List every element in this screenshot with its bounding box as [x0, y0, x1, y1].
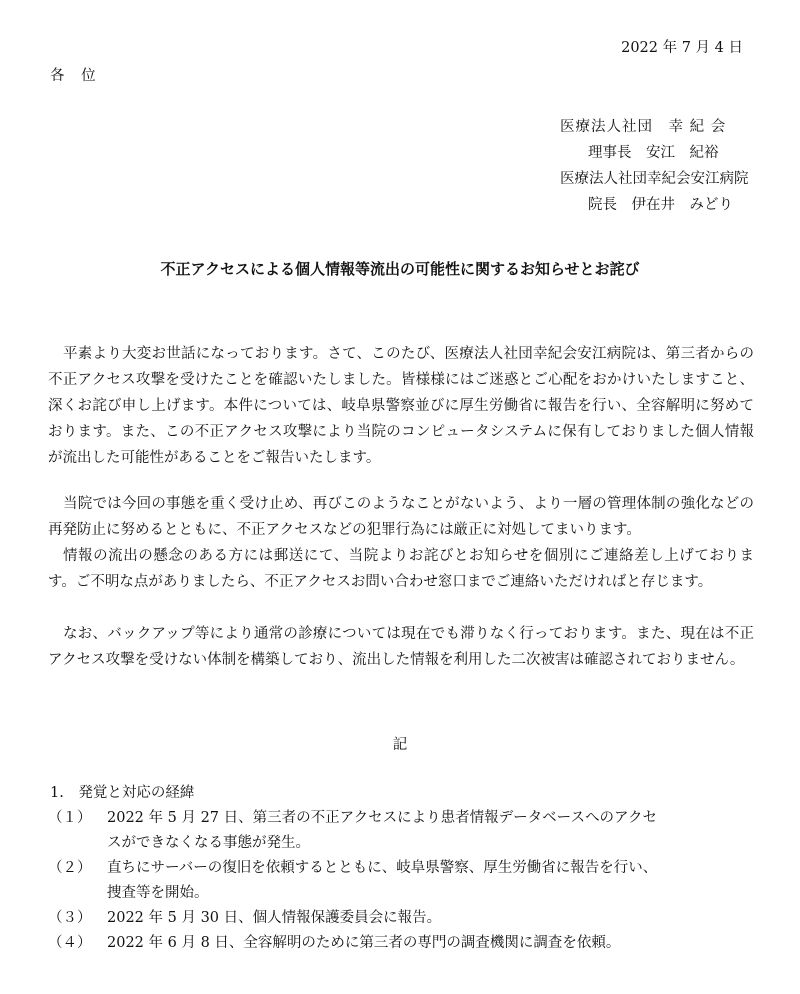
paragraph-incident: 平素より大変お世話になっております。さて、このたび、医療法人社団幸紀会安江病院は、第三者からの不正アクセス攻撃を受けたことを確認いたしました。皆様様にはご迷惑とご心配をおかけいたしますこと、深くお詫び申し上げます。本件については、岐阜県警察並びに厚生労働省に報告を行い、全容解明に努めております。また、この不正アクセス攻撃により当院のコンピュータシステムに保有しておりました個人情報が流出した可能性があることをご報告いたします。 [48, 346, 754, 466]
paragraph-operations: なお、バックアップ等により通常の診療については現在でも滞りなく行っております。また、現在は不正アクセス攻撃を受けない体制を構築しており、流出した情報を利用した二次被害は確認されておりません。 [48, 626, 754, 668]
document-title: 不正アクセスによる個人情報等流出の可能性に関するお知らせとお詫び [160, 260, 640, 278]
paragraph-contact: 情報の流出の懸念のある方には郵送にて、当院よりお詫びとお知らせを個別にご連絡差し上げております。ご不明な点がありましたら、不正アクセスお問い合わせ窓口までご連絡いただければと存じます。 [48, 548, 754, 590]
addressee: 各 位 [50, 68, 102, 84]
list-item-number: （２） [48, 860, 92, 876]
list-item-number: （４） [48, 935, 92, 951]
list-item-number: （１） [48, 810, 92, 826]
document-date: 2022 年 7 月 4 日 [621, 40, 743, 56]
list-item-text: 2022 年 6 月 8 日、全容解明のために第三者の専門の調査機関に調査を依頼。 [107, 935, 621, 951]
list-item-text: 2022 年 5 月 27 日、第三者の不正アクセスにより患者情報データベースへのアクセスができなくなる事態が発生。 [107, 810, 658, 851]
list-item-text: 2022 年 5 月 30 日、個人情報保護委員会に報告。 [107, 910, 442, 926]
ki-marker: 記 [392, 737, 408, 753]
list-item-text: 直ちにサーバーの復旧を依頼するとともに、岐阜県警察、厚生労働省に報告を行い、捜査等を開始。 [107, 860, 658, 901]
paragraph-prevention: 当院では今回の事態を重く受け止め、再びこのようなことがないよう、より一層の管理体制の強化などの再発防止に努めるとともに、不正アクセスなどの犯罪行為には厳正に対処してまいります。 [48, 496, 754, 538]
section-heading: 1. 発覚と対応の経緯 [50, 785, 195, 801]
sender-director: 院長 伊在井 みどり [588, 197, 733, 213]
sender-chairman: 理事長 安江 紀裕 [588, 145, 719, 161]
list-item-number: （３） [48, 910, 92, 926]
sender-hospital: 医療法人社団幸紀会安江病院 [560, 171, 749, 187]
sender-organization: 医療法人社団 幸 紀 会 [560, 119, 727, 135]
